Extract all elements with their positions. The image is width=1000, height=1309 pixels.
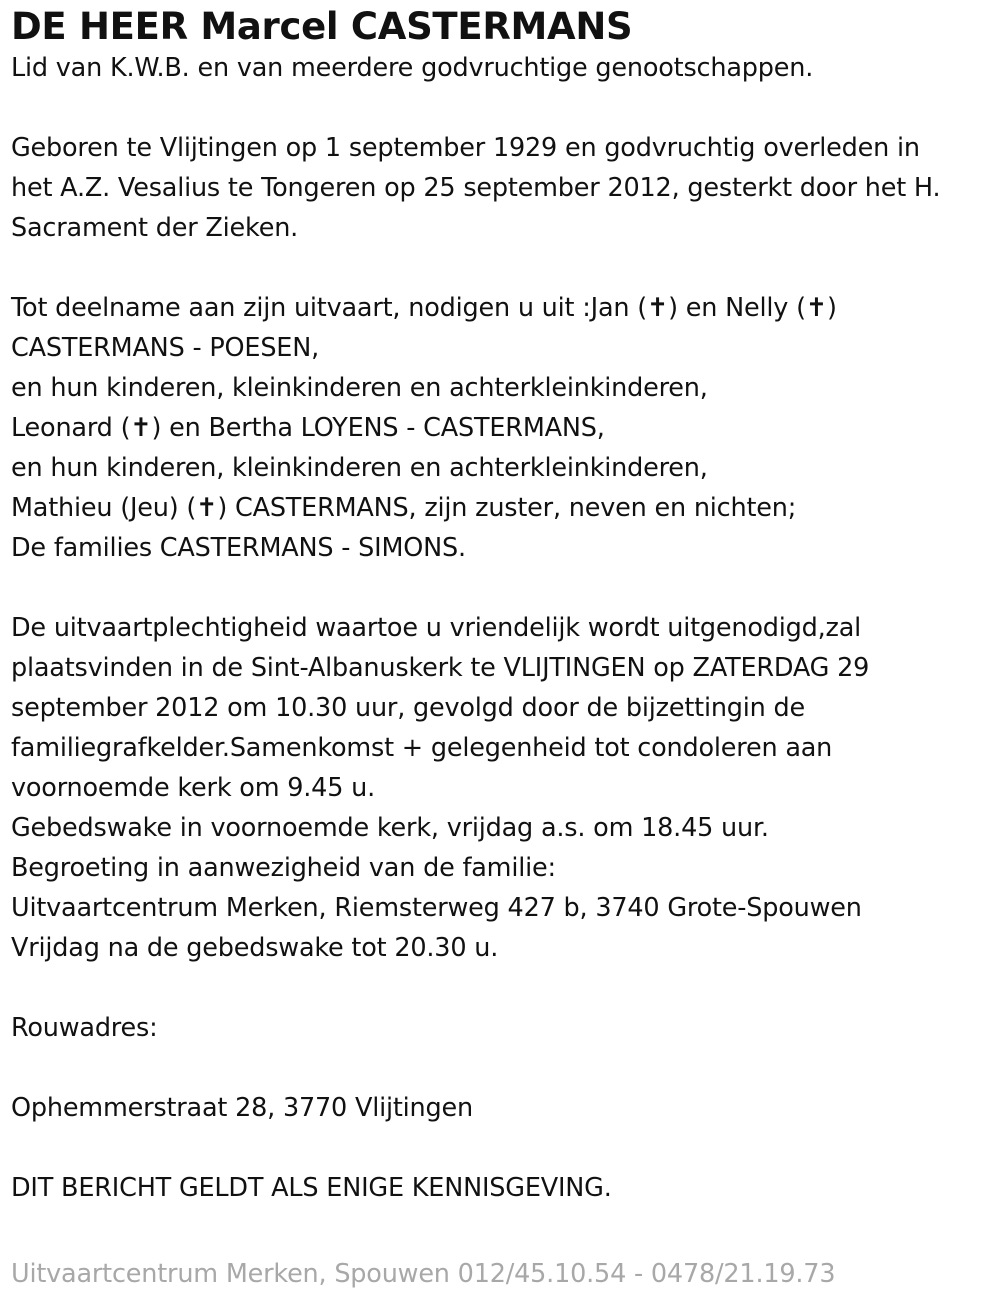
funeral-home-footer: Uitvaartcentrum Merken, Spouwen 012/45.10.54 - 0478/21.19.73: [11, 1259, 836, 1289]
membership-line: Lid van K.W.B. en van meerdere godvruchtige genootschappen.: [11, 53, 814, 83]
family-line: Mathieu (Jeu) (✝) CASTERMANS, zijn zuster, neven en nichten;: [11, 493, 797, 523]
ceremony-line: Begroeting in aanwezigheid van de familie:: [11, 853, 556, 883]
birth-death-line: Geboren te Vlijtingen op 1 september 1929 en godvruchtig overleden in: [11, 133, 920, 163]
notice-body: [11, 48, 996, 1208]
family-paragraph: [11, 288, 996, 568]
family-line: De families CASTERMANS - SIMONS.: [11, 533, 466, 563]
ceremony-line: Vrijdag na de gebedswake tot 20.30 u.: [11, 933, 499, 963]
birth-death-line: Sacrament der Zieken.: [11, 213, 299, 243]
paragraph-gap: [11, 248, 996, 288]
notice-title: DE HEER Marcel CASTERMANS: [11, 5, 633, 48]
birth-death-line: het A.Z. Vesalius te Tongeren op 25 september 2012, gesterkt door het H.: [11, 173, 941, 203]
family-line: en hun kinderen, kleinkinderen en achterkleinkinderen,: [11, 453, 708, 483]
ceremony-line: Gebedswake in voornoemde kerk, vrijdag a.s. om 18.45 uur.: [11, 813, 769, 843]
ceremony-line: september 2012 om 10.30 uur, gevolgd door de bijzettingin de: [11, 693, 806, 723]
ceremony-line: familiegrafkelder.Samenkomst + gelegenheid tot condoleren aan: [11, 733, 833, 763]
paragraph-gap: [11, 968, 996, 1008]
family-line: Tot deelname aan zijn uitvaart, nodigen u uit :Jan (✝) en Nelly (✝): [11, 293, 837, 323]
ceremony-line: plaatsvinden in de Sint-Albanuskerk te VLIJTINGEN op ZATERDAG 29: [11, 653, 870, 683]
mourning-address-label: Rouwadres:: [11, 1013, 158, 1043]
paragraph-gap: [11, 568, 996, 608]
ceremony-line: De uitvaartplechtigheid waartoe u vriendelijk wordt uitgenodigd,zal: [11, 613, 862, 643]
family-line: CASTERMANS - POESEN,: [11, 333, 320, 363]
paragraph-gap: [11, 1048, 996, 1088]
ceremony-line: Uitvaartcentrum Merken, Riemsterweg 427 b, 3740 Grote-Spouwen: [11, 893, 862, 923]
mourning-address: Ophemmerstraat 28, 3770 Vlijtingen: [11, 1093, 473, 1123]
ceremony-line: voornoemde kerk om 9.45 u.: [11, 773, 376, 803]
paragraph-gap: [11, 1128, 996, 1168]
ceremony-paragraph: [11, 608, 996, 968]
paragraph-gap: [11, 88, 996, 128]
family-line: en hun kinderen, kleinkinderen en achterkleinkinderen,: [11, 373, 708, 403]
closing-statement: DIT BERICHT GELDT ALS ENIGE KENNISGEVING.: [11, 1173, 612, 1203]
death-notice: [11, 0, 996, 1208]
family-line: Leonard (✝) en Bertha LOYENS - CASTERMANS,: [11, 413, 605, 443]
birth-death-paragraph: [11, 128, 996, 248]
